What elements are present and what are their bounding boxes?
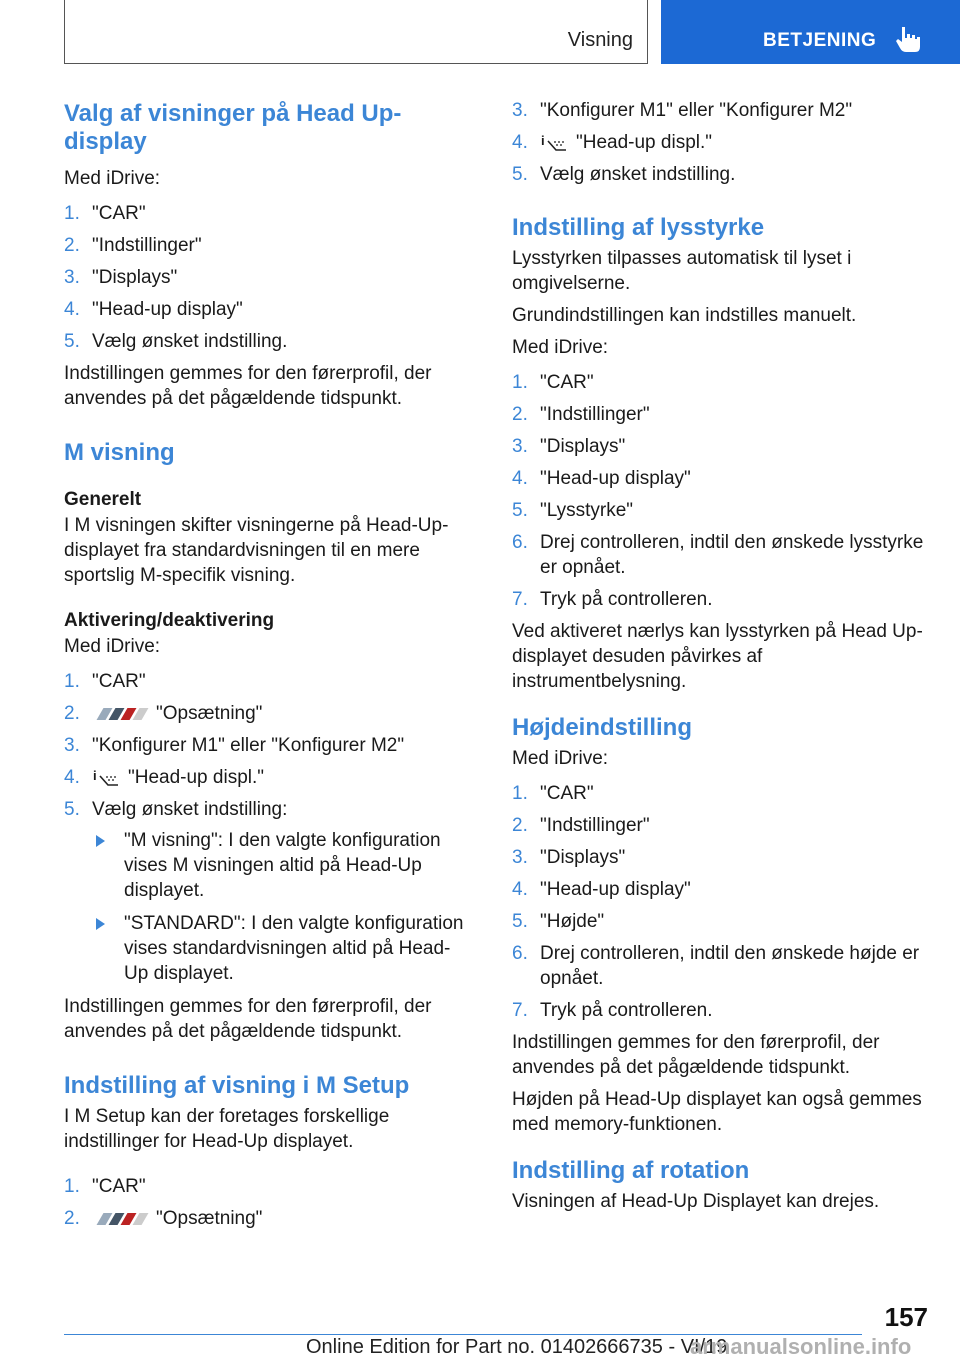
left-column — [64, 100, 474, 1238]
hojde-steps — [512, 781, 932, 1023]
hojde-note1: Indstillingen gemmes for den førerprofil, der anvendes på det pågældende tidspunkt. — [512, 1032, 880, 1078]
header-section-box — [64, 0, 648, 64]
lys-note: Ved aktiveret nærlys kan lysstyrken på Head Up-displayet desuden påvirkes af instrumentbelysning. — [512, 621, 923, 692]
list-item: 1. "CAR" — [512, 372, 594, 393]
list-item: 6. Drej controlleren, indtil den ønskede lysstyrke er opnået. — [512, 532, 924, 578]
list-item: 5. Vælg ønsket indstilling. — [512, 164, 736, 185]
lys-text1: Lysstyrken tilpasses automatisk til lyset i omgivelserne. — [512, 248, 852, 294]
akt-intro: Med iDrive: — [64, 636, 161, 657]
bullet-triangle-icon — [96, 835, 105, 847]
akt-note: Indstillingen gemmes for den førerprofil, der anvendes på det pågældende tidspunkt. — [64, 996, 432, 1042]
setup-steps — [64, 1174, 474, 1231]
list-item: 2. "Indstillinger" — [64, 235, 202, 256]
list-item: 2. "Opsætning" — [64, 1208, 263, 1229]
list-item: 1. "CAR" — [64, 203, 146, 224]
sub-list-item: "M visning": I den valgte konfiguration vises M visningen altid på Head-Up displayet. — [92, 828, 474, 903]
list-item: 3. "Konfigurer M1" eller "Konfigurer M2" — [512, 100, 853, 121]
list-item: 6. Drej controlleren, indtil den ønskede højde er opnået. — [512, 943, 920, 989]
right-column — [512, 98, 932, 1214]
setup-steps-cont — [512, 98, 932, 187]
footer-edition: Online Edition for Part no. 01402666735 - VI/19 — [306, 1336, 728, 1358]
list-item: 1. "CAR" — [64, 1176, 146, 1197]
list-item: 7. Tryk på controlleren. — [512, 1000, 713, 1021]
list-item: 5. Vælg ønsket indstilling: "M visning": I den valgte konfiguration vises M visningen altid på Head-Up displayet. "STANDARD": I den valgte konfiguration vises standardvisningen altid på Head-Up displayet. — [64, 797, 474, 986]
bullet-triangle-icon — [96, 918, 105, 930]
setup-text: I M Setup kan der foretages forskellige indstillinger for Head-Up displayet. — [64, 1106, 390, 1152]
lys-steps — [512, 370, 932, 612]
header-chapter-box — [661, 0, 960, 64]
rot-text: Visningen af Head-Up Displayet kan drejes. — [512, 1191, 880, 1212]
heading-hojde: Højdeindstilling — [512, 714, 692, 741]
hojde-intro: Med iDrive: — [512, 748, 609, 769]
valg-intro: Med iDrive: — [64, 168, 161, 189]
list-item: 2. "Opsætning" — [64, 703, 263, 724]
list-item: 4. i "Head-up displ." — [512, 132, 713, 153]
list-item: 4. "Head-up display" — [64, 299, 243, 320]
head-up-display-icon: i — [540, 134, 568, 152]
m-stripes-icon — [92, 1212, 146, 1226]
list-item: 4. "Head-up display" — [512, 879, 691, 900]
heading-lysstyrke: Indstilling af lysstyrke — [512, 214, 765, 241]
list-item: 4. i "Head-up displ." — [64, 767, 265, 788]
hand-pointer-icon — [895, 25, 921, 53]
lys-text2: Grundindstillingen kan indstilles manuelt. — [512, 305, 857, 326]
heading-valg-visninger: Valg af visninger på Head Up-display — [64, 100, 402, 155]
list-item: 3. "Displays" — [512, 847, 626, 868]
akt-steps — [64, 669, 474, 986]
watermark: armanualsonline.info — [690, 1334, 912, 1359]
head-up-display-icon: i — [92, 769, 120, 787]
list-item: 1. "CAR" — [64, 671, 146, 692]
list-item: 1. "CAR" — [512, 783, 594, 804]
sub-list-item: "STANDARD": I den valgte konfiguration vises standardvisningen altid på Head-Up displayet. — [92, 911, 474, 986]
heading-aktivering: Aktivering/deaktivering — [64, 610, 275, 631]
hojde-note2: Højden på Head-Up displayet kan også gemmes med memory-funktionen. — [512, 1089, 922, 1135]
heading-m-visning: M visning — [64, 439, 175, 466]
list-item: 2. "Indstillinger" — [512, 815, 650, 836]
list-item: 3. "Konfigurer M1" eller "Konfigurer M2" — [64, 735, 405, 756]
akt-sub-options — [92, 828, 474, 986]
list-item: 5. "Lysstyrke" — [512, 500, 634, 521]
list-item: 3. "Displays" — [64, 267, 178, 288]
page-number: 157 — [884, 1302, 928, 1332]
list-item: 7. Tryk på controlleren. — [512, 589, 713, 610]
valg-note: Indstillingen gemmes for den førerprofil, der anvendes på det pågældende tidspunkt. — [64, 363, 432, 409]
heading-rotation: Indstilling af rotation — [512, 1157, 750, 1184]
list-item: 5. "Højde" — [512, 911, 605, 932]
list-item: 2. "Indstillinger" — [512, 404, 650, 425]
header-section-title: Visning — [567, 29, 633, 51]
lys-intro: Med iDrive: — [512, 337, 609, 358]
list-item: 4. "Head-up display" — [512, 468, 691, 489]
heading-generelt: Generelt — [64, 489, 142, 510]
generelt-text: I M visningen skifter visningerne på Head-Up-displayet fra standardvisningen til en mere sportslig M-specifik visning. — [64, 515, 449, 586]
valg-steps — [64, 201, 474, 354]
list-item: 3. "Displays" — [512, 436, 626, 457]
heading-m-setup: Indstilling af visning i M Setup — [64, 1072, 410, 1099]
list-item: 5. Vælg ønsket indstilling. — [64, 331, 288, 352]
header-chapter-title: BETJENING — [763, 30, 877, 51]
m-stripes-icon — [92, 707, 146, 721]
